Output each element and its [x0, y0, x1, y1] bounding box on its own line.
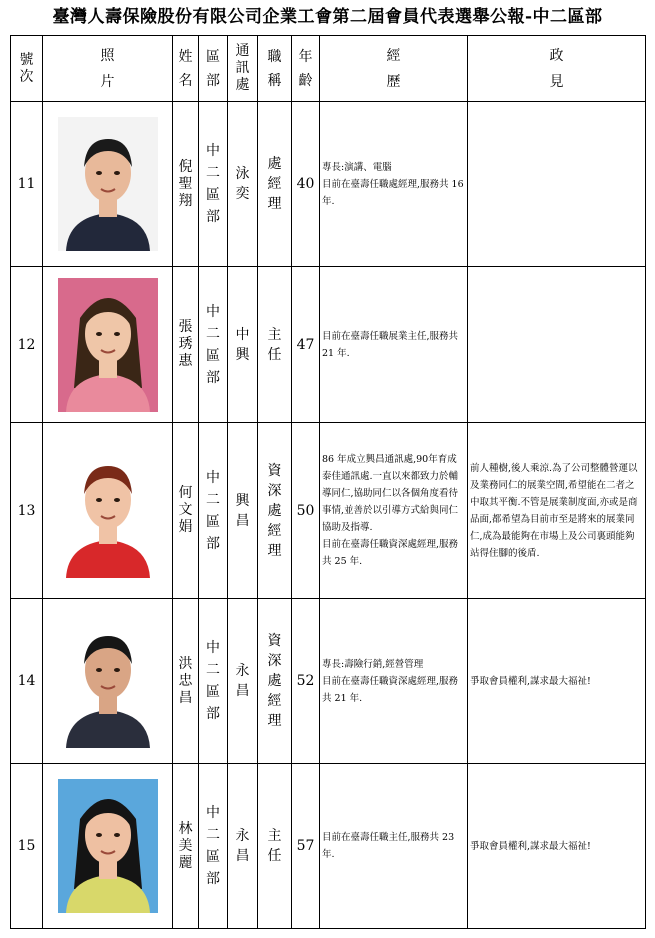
- candidate-age-text: 47: [296, 336, 315, 353]
- candidate-name: [173, 267, 199, 423]
- candidate-position-text: 主任: [267, 828, 282, 864]
- candidate-no-text: 11: [17, 176, 36, 192]
- candidate-district: [199, 423, 228, 599]
- candidate-district-text: 中二區部: [206, 143, 220, 225]
- candidate-number: [11, 267, 43, 423]
- candidate-number: [11, 599, 43, 764]
- candidate-office: [228, 599, 258, 764]
- candidate-position-text: 主任: [267, 326, 282, 363]
- candidate-name: [173, 764, 199, 929]
- candidate-name-text: 張琇惠: [178, 319, 193, 369]
- candidate-position: [258, 102, 292, 267]
- candidate-photo-cell: [43, 599, 173, 764]
- candidate-name: [173, 102, 199, 267]
- candidate-experience-text: 目前在臺壽任職展業主任,服務共 21 年.: [322, 330, 459, 359]
- candidate-age: [292, 764, 320, 929]
- candidate-photo: [58, 779, 158, 913]
- candidate-district-text: 中二區部: [206, 469, 220, 552]
- candidate-position-text: 處經理: [267, 156, 282, 212]
- candidate-experience-text: 目前在臺壽任職主任,服務共 23 年.: [322, 832, 455, 860]
- candidate-policy-text: 前人種樹,後人乘涼.為了公司整體營運以及業務同仁的展業空間,希望能在二者之中取其平衡.不管是展業制度面,亦或是商品面,都希望為目前市至是將來的展業同仁,成為最能夠在市場上及公司裏頭能夠站得住腳的後盾.: [470, 462, 638, 559]
- candidate-no-text: 15: [17, 838, 36, 854]
- candidate-age-text: 50: [296, 502, 315, 519]
- candidate-photo-cell: [43, 764, 173, 929]
- candidate-position: [258, 267, 292, 423]
- candidate-office: [228, 423, 258, 599]
- candidate-policy-text: 爭取會員權利,謀求最大福祉!: [470, 840, 591, 852]
- candidate-policy: [468, 764, 646, 929]
- candidate-photo-cell: [43, 267, 173, 423]
- candidate-name-text: 林美麗: [178, 820, 193, 871]
- candidate-number: [11, 764, 43, 929]
- candidate-position: [258, 423, 292, 599]
- candidate-age: [292, 267, 320, 423]
- header-photo: 照片: [43, 36, 173, 102]
- table-row-15: [11, 764, 646, 929]
- candidate-age: [292, 102, 320, 267]
- header-policy: 政見: [468, 36, 646, 102]
- candidate-name-text: 倪聖翔: [178, 158, 193, 209]
- candidate-experience: [320, 764, 468, 929]
- header-district: 區部: [199, 36, 228, 102]
- candidate-photo: [58, 278, 158, 412]
- candidate-policy: [468, 267, 646, 423]
- header-row: [11, 36, 646, 102]
- candidate-position-text: 資深處經理: [267, 633, 282, 729]
- header-no: 號次: [11, 36, 43, 102]
- candidate-district: [199, 267, 228, 423]
- candidate-position: [258, 764, 292, 929]
- candidate-number: [11, 102, 43, 267]
- candidate-photo: [58, 444, 158, 578]
- table-row-11: [11, 102, 646, 267]
- page-title: 臺灣人壽保險股份有限公司企業工會第二屆會員代表選舉公報-中二區部: [52, 7, 603, 27]
- candidate-photo: [58, 614, 158, 748]
- candidate-experience-text: 專長:演講、電腦 目前在臺壽任職處經理,服務共 16 年.: [322, 161, 464, 207]
- candidate-office: [228, 102, 258, 267]
- candidate-no-text: 13: [17, 502, 36, 519]
- candidate-office: [228, 764, 258, 929]
- candidate-office-text: 泳奕: [235, 166, 250, 202]
- candidate-age: [292, 599, 320, 764]
- candidate-experience: [320, 599, 468, 764]
- candidate-experience: [320, 102, 468, 267]
- candidate-office: [228, 267, 258, 423]
- candidate-no-text: 12: [17, 336, 36, 353]
- candidate-district: [199, 764, 228, 929]
- candidate-position: [258, 599, 292, 764]
- header-experience: 經歷: [320, 36, 468, 102]
- candidate-district-text: 中二區部: [206, 805, 220, 887]
- table-row-13: [11, 423, 646, 599]
- table-row-14: [11, 599, 646, 764]
- candidate-age-text: 52: [296, 673, 315, 689]
- candidate-district: [199, 102, 228, 267]
- header-age: 年齡: [292, 36, 320, 102]
- candidate-photo-cell: [43, 423, 173, 599]
- candidate-photo: [58, 117, 158, 251]
- candidates-table: [10, 35, 646, 929]
- header-office: 通訊處: [228, 36, 258, 102]
- header-name: 姓名: [173, 36, 199, 102]
- candidate-age: [292, 423, 320, 599]
- candidate-district: [199, 599, 228, 764]
- candidate-name: [173, 423, 199, 599]
- candidate-name-text: 洪忠昌: [178, 655, 193, 706]
- candidate-experience: [320, 423, 468, 599]
- candidate-office-text: 永昌: [235, 828, 250, 864]
- candidate-office-text: 中興: [235, 326, 250, 363]
- candidate-experience: [320, 267, 468, 423]
- candidate-age-text: 57: [296, 838, 315, 854]
- candidate-age-text: 40: [296, 176, 315, 192]
- candidate-name-text: 何文娟: [178, 485, 193, 535]
- candidate-policy: [468, 102, 646, 267]
- candidate-photo-cell: [43, 102, 173, 267]
- candidate-district-text: 中二區部: [206, 640, 220, 722]
- candidate-experience-text: 專長:壽險行銷,經營管理 目前在臺壽任職資深處經理,服務共 21 年.: [322, 658, 459, 704]
- candidate-policy: [468, 599, 646, 764]
- candidate-office-text: 興昌: [235, 492, 250, 529]
- header-position: 職稱: [258, 36, 292, 102]
- candidate-office-text: 永昌: [235, 663, 250, 699]
- candidate-experience-text: 86 年成立興昌通訊處,90年育成泰佳通訊處.一直以來都致力於輔導同仁,協助同仁以各個角度看待事情,並善於以引導方式給與同仁協助及指導. 目前在臺壽任職資深處經理,服務共 25 年.: [322, 454, 459, 567]
- candidate-policy-text: 爭取會員權利,謀求最大福祉!: [470, 675, 591, 687]
- candidate-name: [173, 599, 199, 764]
- table-row-12: [11, 267, 646, 423]
- candidate-no-text: 14: [17, 673, 36, 689]
- candidate-policy: [468, 423, 646, 599]
- candidate-district-text: 中二區部: [206, 303, 220, 386]
- candidate-number: [11, 423, 43, 599]
- candidate-position-text: 資深處經理: [267, 462, 282, 559]
